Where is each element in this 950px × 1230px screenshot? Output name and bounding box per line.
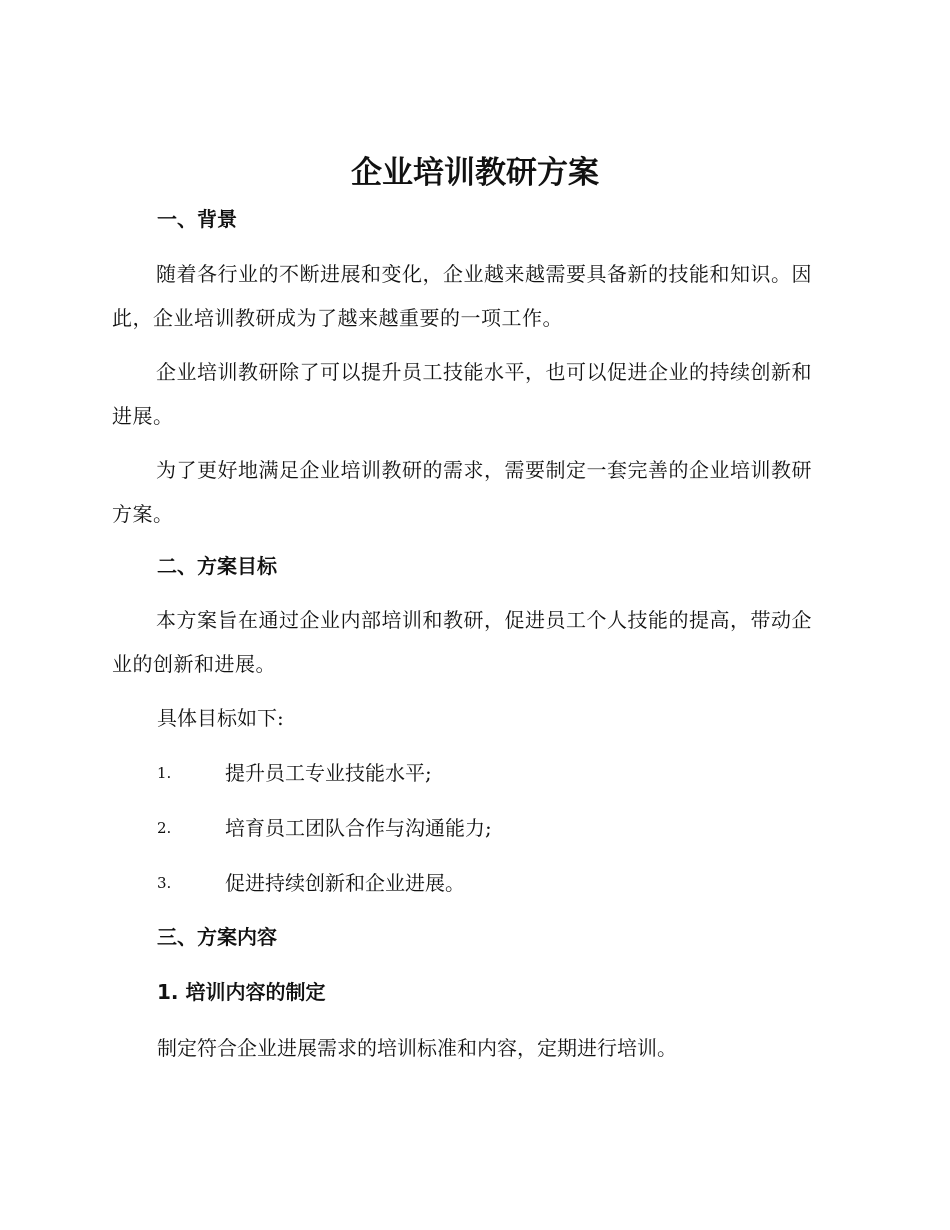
subsection-heading-training-content: 1. 培训内容的制定 — [157, 980, 326, 1004]
paragraph-background-3: 为了更好地满足企业培训教研的需求，需要制定一套完善的企业培训教研方案。 — [112, 458, 812, 526]
list-item-text: 培育员工团队合作与沟通能力; — [225, 816, 492, 840]
list-item-text: 促进持续创新和企业进展。 — [225, 871, 465, 895]
paragraph-background-2: 企业培训教研除了可以提升员工技能水平，也可以促进企业的持续创新和进展。 — [112, 360, 812, 428]
goals-intro: 具体目标如下: — [157, 706, 284, 730]
list-item-number: 1. — [157, 764, 172, 782]
section-heading-goals: 二、方案目标 — [157, 554, 277, 578]
list-item-text: 提升员工专业技能水平; — [225, 761, 432, 785]
list-item — [157, 868, 857, 898]
paragraph-background-1: 随着各行业的不断进展和变化，企业越来越需要具备新的技能和知识。因此，企业培训教研成为了越来越重要的一项工作。 — [112, 262, 812, 330]
paragraph-training-content-1: 制定符合企业进展需求的培训标准和内容，定期进行培训。 — [157, 1036, 677, 1060]
section-heading-content: 三、方案内容 — [157, 925, 277, 949]
list-item-number: 2. — [157, 819, 172, 837]
list-item — [157, 758, 857, 788]
paragraph-goals-1: 本方案旨在通过企业内部培训和教研，促进员工个人技能的提高，带动企业的创新和进展。 — [112, 608, 812, 676]
document-title: 企业培训教研方案 — [351, 155, 599, 191]
list-item — [157, 813, 857, 843]
list-item-number: 3. — [157, 874, 172, 892]
section-heading-background: 一、背景 — [157, 207, 237, 231]
